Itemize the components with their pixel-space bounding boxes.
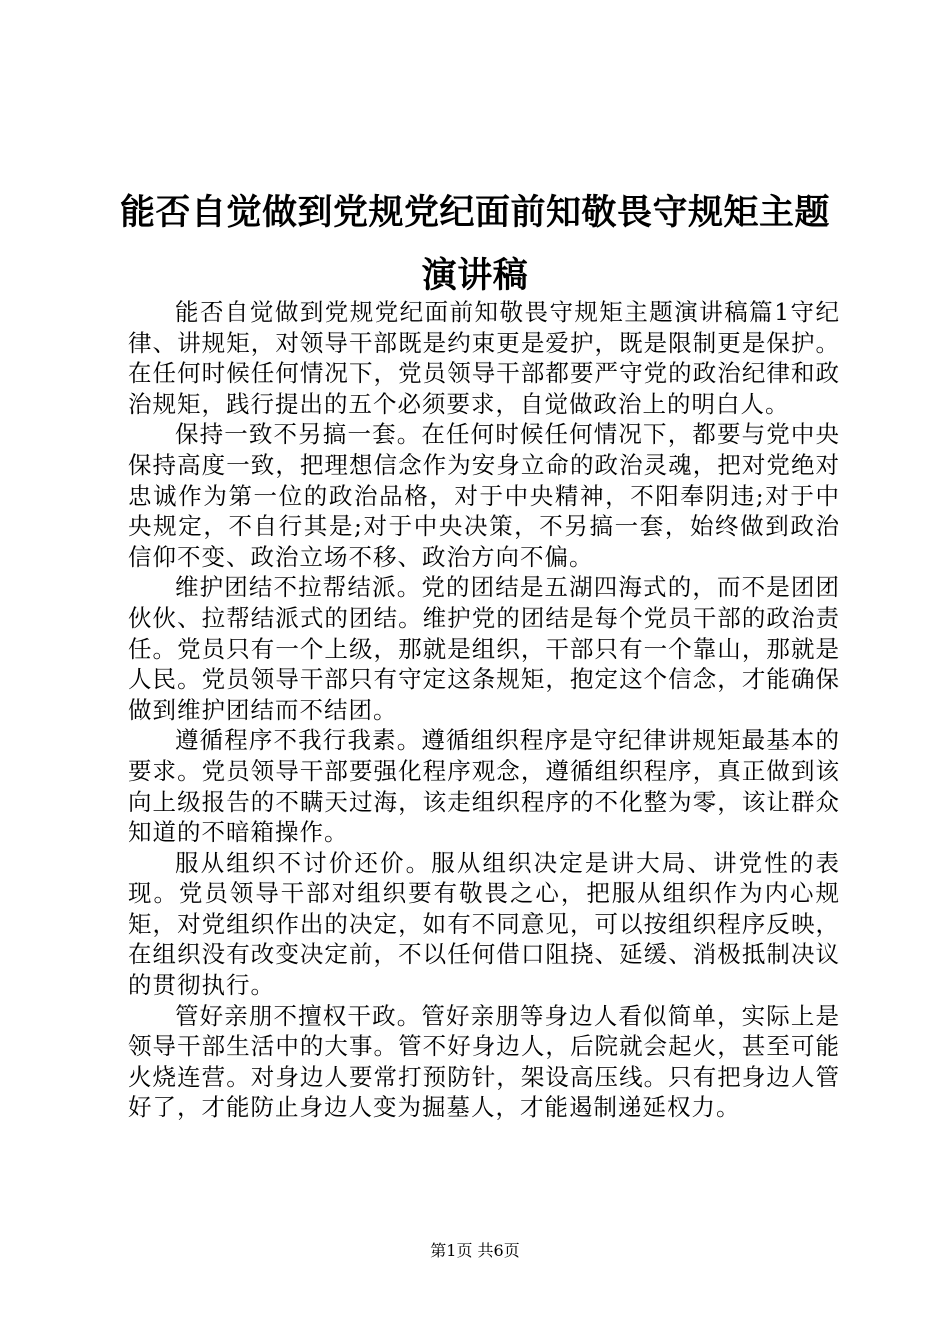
paragraph-4: 遵循程序不我行我素。遵循组织程序是守纪律讲规矩最基本的要求。党员领导干部要强化程序观念，遵循组织程序，真正做到该向上级报告的不瞒天过海，该走组织程序的不化整为零，该让群众知道的不暗箱操作。 — [128, 726, 840, 847]
paragraph-2: 保持一致不另搞一套。在任何时候任何情况下，都要与党中央保持高度一致，把理想信念作为安身立命的政治灵魂，把对党绝对忠诚作为第一位的政治品格，对于中央精神，不阳奉阴违;对于中央规定，不自行其是;对于中央决策，不另搞一套，始终做到政治信仰不变、政治立场不移、政治方向不偏。 — [128, 420, 840, 571]
document-body — [128, 297, 840, 1123]
paragraph-1: 能否自觉做到党规党纪面前知敬畏守规矩主题演讲稿篇1守纪律、讲规矩，对领导干部既是约束更是爱护，既是限制更是保护。在任何时候任何情况下，党员领导干部都要严守党的政治纪律和政治规矩，践行提出的五个必须要求，自觉做政治上的明白人。 — [128, 298, 840, 418]
document-title: 能否自觉做到党规党纪面前知敬畏守规矩主题演讲稿 — [119, 192, 830, 297]
page-number-footer: 第1页 共6页 — [430, 1241, 520, 1260]
paragraph-5: 服从组织不讨价还价。服从组织决定是讲大局、讲党性的表现。党员领导干部对组织要有敬畏之心，把服从组织作为内心规矩，对党组织作出的决定，如有不同意见，可以按组织程序反映，在组织没有改变决定前，不以任何借口阻挠、延缓、消极抵制决议的贯彻执行。 — [128, 848, 840, 1000]
paragraph-6: 管好亲朋不擅权干政。管好亲朋等身边人看似简单，实际上是领导干部生活中的大事。管不好身边人，后院就会起火，甚至可能火烧连营。对身边人要常打预防针，架设高压线。只有把身边人管好了，才能防止身边人变为掘墓人，才能遏制递延权力。 — [128, 1001, 840, 1122]
paragraph-3: 维护团结不拉帮结派。党的团结是五湖四海式的，而不是团团伙伙、拉帮结派式的团结。维护党的团结是每个党员干部的政治责任。党员只有一个上级，那就是组织，干部只有一个靠山，那就是人民。党员领导干部只有守定这条规矩，抱定这个信念，才能确保做到维护团结而不结团。 — [128, 573, 840, 724]
